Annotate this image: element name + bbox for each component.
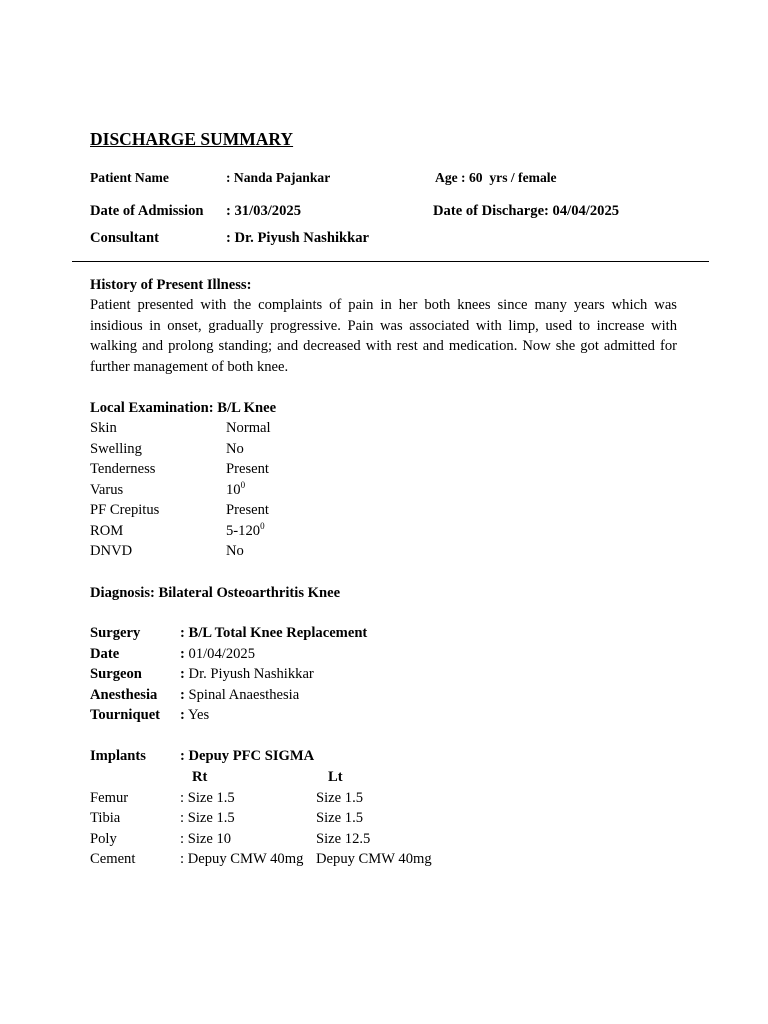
admission-value: : 31/03/2025 [226, 203, 301, 219]
anesthesia-colon: : [180, 687, 185, 703]
history-text: Patient presented with the complaints of pain in her both knees since many years which was insidious in onset, gradually progressive. Pain was associated with limp, used to increase with walking and prolong standing; and decreased with rest and medication. Now she got admitted for further management of both knee. [90, 297, 677, 375]
patient-name-label: Patient Name [90, 170, 169, 185]
discharge-date: Date of Discharge: 04/04/2025 [433, 203, 620, 219]
exam-label-pf-crepitus: PF Crepitus [90, 502, 160, 518]
history-heading: History of Present Illness: [90, 277, 252, 293]
consultant-label: Consultant [90, 230, 159, 246]
exam-value-varus [226, 482, 245, 499]
surgeon-value [180, 666, 314, 683]
exam-label-dnvd: DNVD [90, 543, 133, 559]
diagnosis: Diagnosis: Bilateral Osteoarthritis Knee [90, 585, 341, 601]
exam-value-swelling: No [226, 441, 244, 457]
implant-rt-cement: : Depuy CMW 40mg [180, 851, 304, 867]
tourniquet-colon: : [180, 707, 185, 723]
surgery-colon: : [180, 625, 185, 641]
implant-label-poly: Poly [90, 831, 117, 847]
implants-col-lt: Lt [328, 769, 343, 785]
anesthesia-label: Anesthesia [90, 687, 158, 703]
anesthesia-text: Spinal Anaesthesia [184, 687, 300, 703]
exam-value-dnvd: No [226, 543, 244, 559]
anesthesia-value [180, 687, 299, 704]
tourniquet-label: Tourniquet [90, 707, 161, 723]
implant-rt-poly: : Size 10 [180, 831, 232, 847]
rom-number: 5-120 [226, 523, 261, 539]
exam-value-pf-crepitus: Present [226, 502, 269, 518]
implants-col-rt: Rt [192, 769, 208, 785]
implant-lt-tibia: Size 1.5 [316, 810, 364, 826]
admission-label: Date of Admission [90, 203, 204, 219]
surgeon-text: Dr. Piyush Nashikkar [184, 666, 314, 682]
degree-superscript: 0 [260, 521, 265, 531]
implant-rt-tibia: : Size 1.5 [180, 810, 235, 826]
surgery-text: B/L Total Knee Replacement [184, 625, 368, 641]
implant-label-femur: Femur [90, 790, 129, 806]
surgery-date-colon: : [180, 646, 185, 662]
patient-name-value: : Nanda Pajankar [226, 170, 331, 185]
header-divider [72, 261, 709, 262]
degree-superscript: 0 [240, 480, 246, 490]
tourniquet-text: Yes [184, 707, 210, 723]
surgeon-label: Surgeon [90, 666, 142, 682]
implant-lt-femur: Size 1.5 [316, 790, 364, 806]
implant-label-cement: Cement [90, 851, 136, 867]
exam-label-tenderness: Tenderness [90, 461, 156, 477]
exam-value-rom [226, 523, 265, 540]
document-title: DISCHARGE SUMMARY [90, 129, 294, 149]
consultant-value: : Dr. Piyush Nashikkar [226, 230, 370, 246]
surgery-value [180, 625, 367, 642]
implant-label-tibia: Tibia [90, 810, 121, 826]
surgery-date-label: Date [90, 646, 120, 662]
local-exam-heading: Local Examination: B/L Knee [90, 400, 277, 416]
implants-value: : Depuy PFC SIGMA [180, 748, 315, 764]
exam-label-rom: ROM [90, 523, 124, 539]
exam-label-swelling: Swelling [90, 441, 142, 457]
exam-label-skin: Skin [90, 420, 117, 436]
exam-label-varus: Varus [90, 482, 124, 498]
implant-rt-femur: : Size 1.5 [180, 790, 235, 806]
exam-value-tenderness: Present [226, 461, 269, 477]
surgery-label: Surgery [90, 625, 141, 641]
surgeon-colon: : [180, 666, 185, 682]
implant-lt-cement: Depuy CMW 40mg [316, 851, 432, 867]
patient-age: Age : 60 yrs / female [435, 170, 557, 185]
implants-label: Implants [90, 748, 146, 764]
surgery-date-value [180, 646, 255, 663]
surgery-date-text: 01/04/2025 [184, 646, 256, 662]
tourniquet-value [180, 707, 209, 724]
exam-value-skin: Normal [226, 420, 271, 436]
varus-number: 10 [226, 482, 241, 498]
implant-lt-poly: Size 12.5 [316, 831, 371, 847]
